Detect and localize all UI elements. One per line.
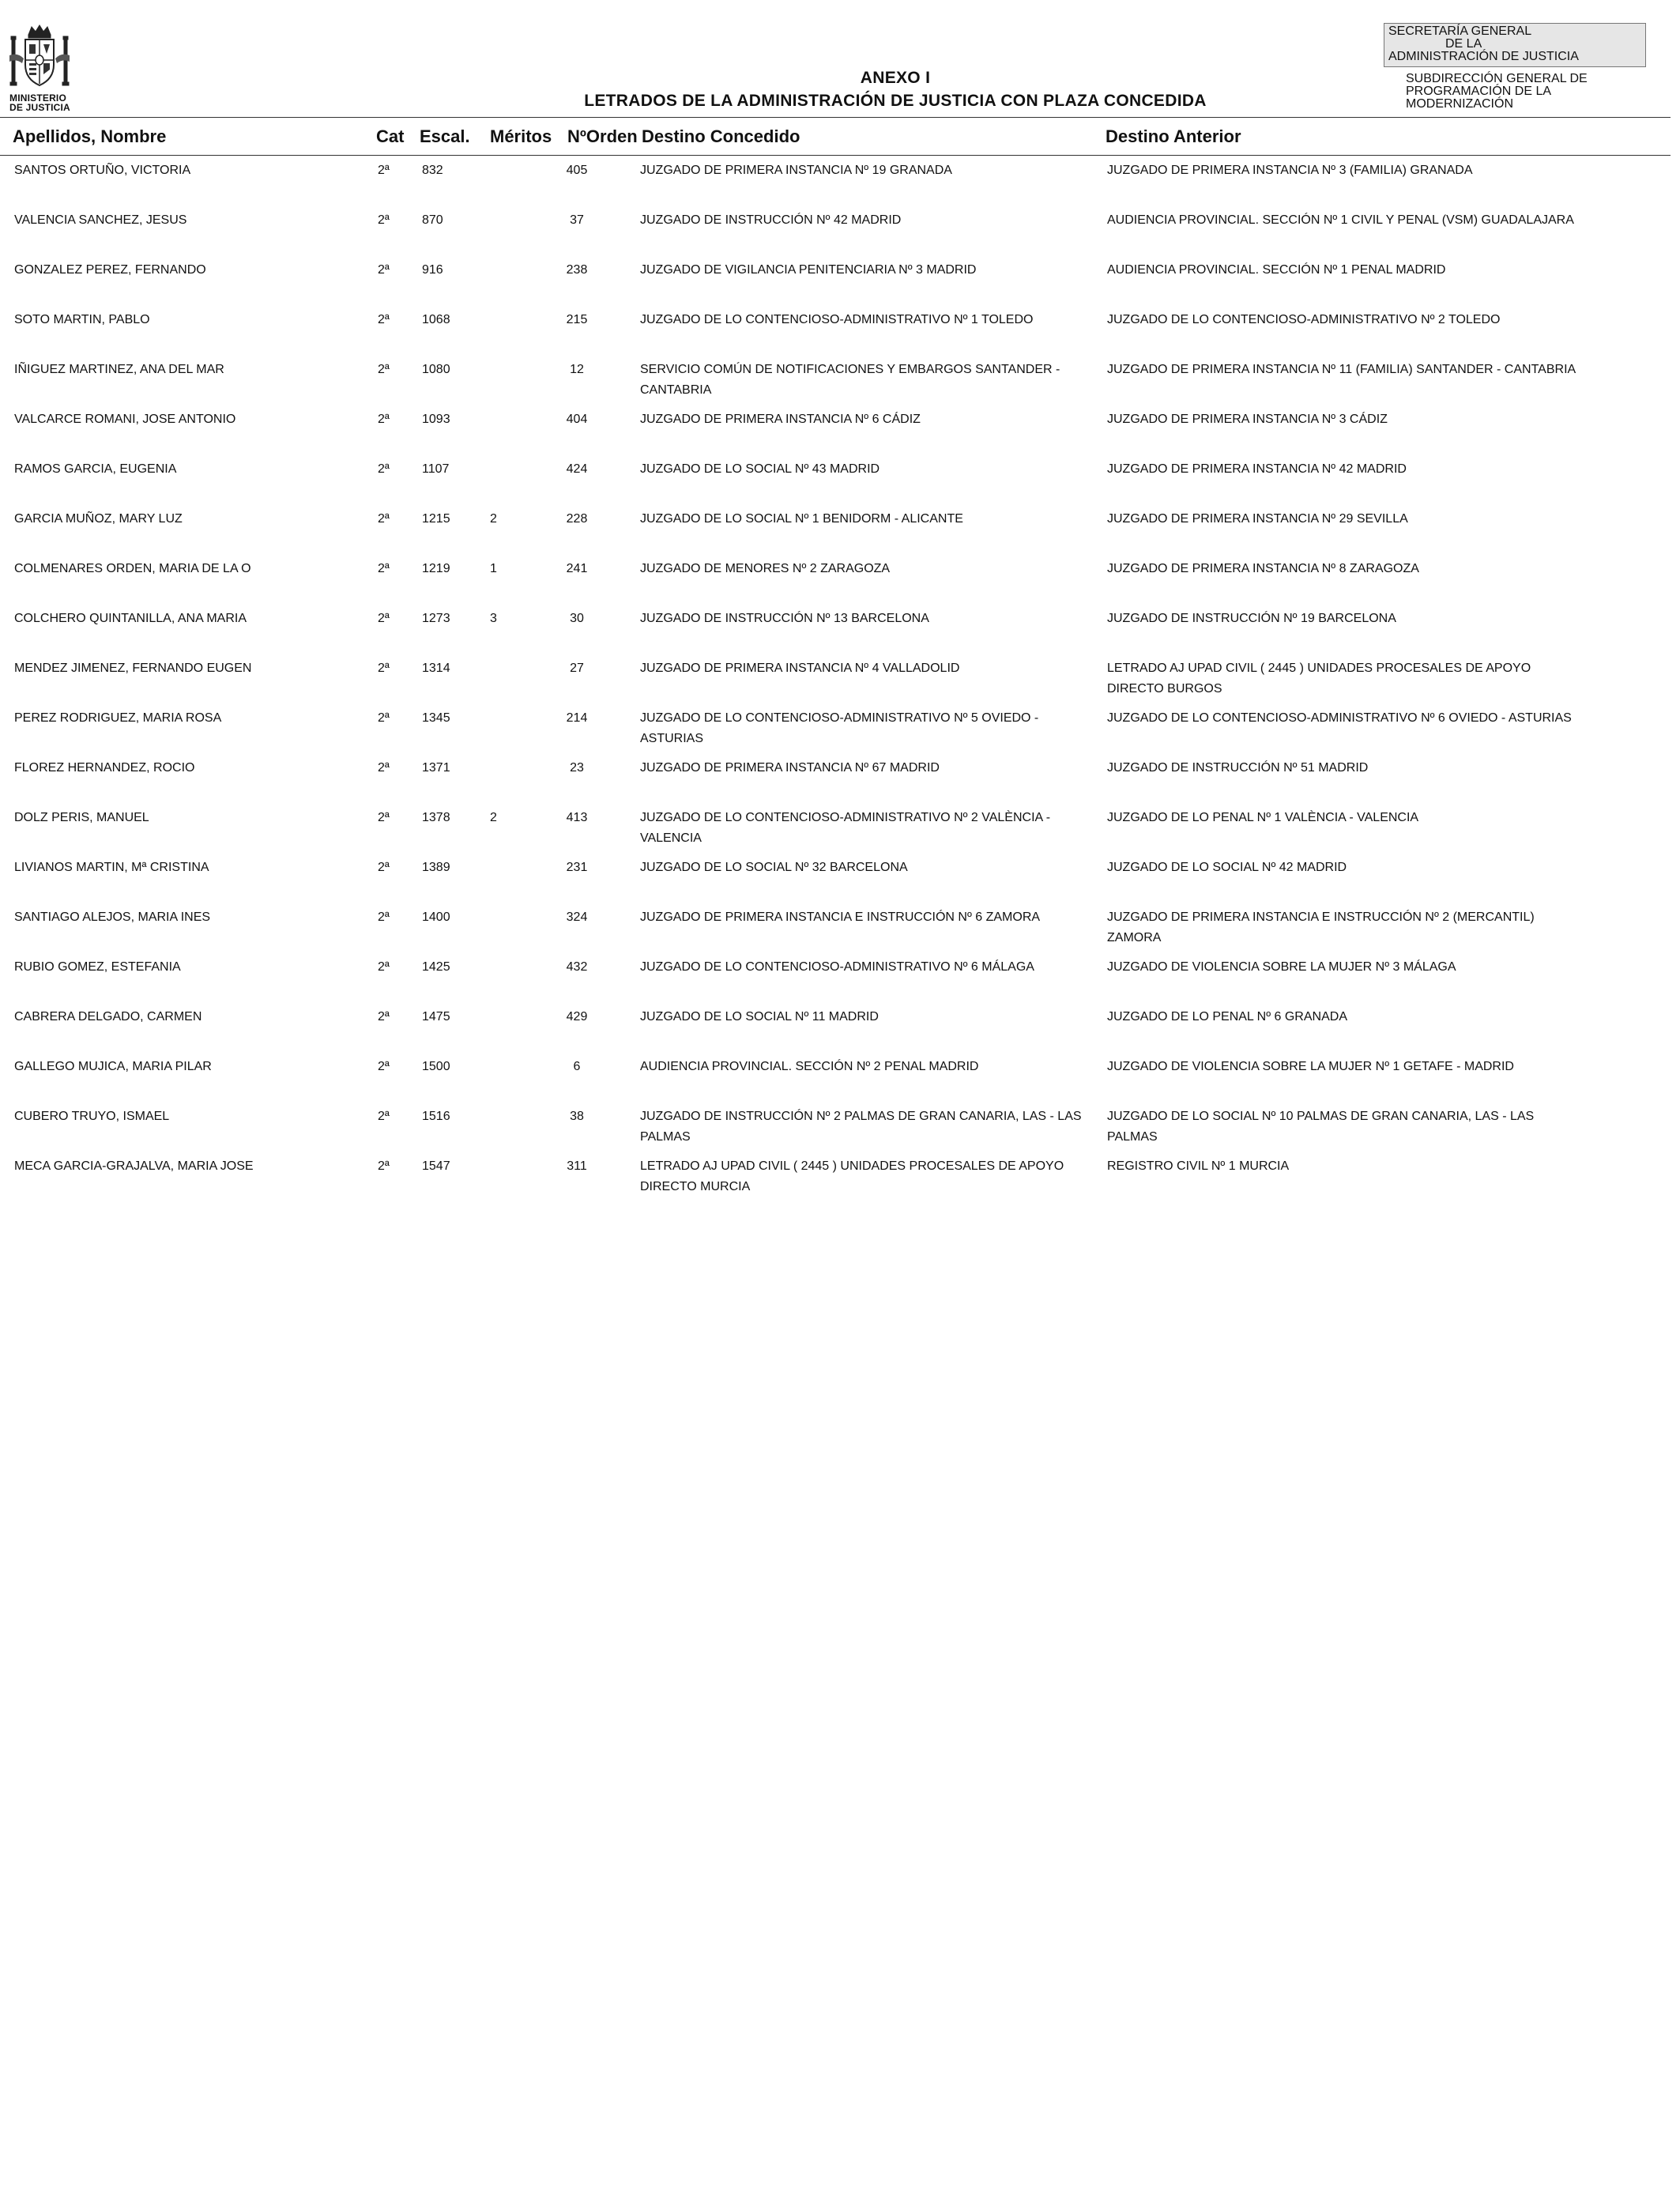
- cell-orden: 238: [566, 263, 588, 277]
- cell-escal: 1400: [422, 910, 450, 924]
- cell-nombre: RUBIO GOMEZ, ESTEFANIA: [14, 960, 181, 974]
- cell-concedido: JUZGADO DE PRIMERA INSTANCIA Nº 19 GRANADA: [640, 164, 952, 177]
- cell-concedido: SERVICIO COMÚN DE NOTIFICACIONES Y EMBARGOS SANTANDER - CANTABRIA: [640, 363, 1060, 397]
- document-title: ANEXO I: [860, 69, 931, 87]
- cell-concedido: JUZGADO DE LO CONTENCIOSO-ADMINISTRATIVO Nº 1 TOLEDO: [640, 313, 1034, 326]
- cell-anterior: JUZGADO DE PRIMERA INSTANCIA Nº 8 ZARAGOZA: [1107, 562, 1419, 575]
- cell-meritos: 2: [490, 811, 497, 824]
- subdireccion-line-1: SUBDIRECCIÓN GENERAL DE: [1406, 72, 1588, 85]
- cell-concedido: JUZGADO DE INSTRUCCIÓN Nº 13 BARCELONA: [640, 612, 929, 625]
- cell-concedido: JUZGADO DE PRIMERA INSTANCIA Nº 4 VALLADOLID: [640, 662, 960, 675]
- column-header-cat: Cat: [376, 126, 405, 146]
- cell-nombre: PEREZ RODRIGUEZ, MARIA ROSA: [14, 711, 222, 725]
- document-subtitle: LETRADOS DE LA ADMINISTRACIÓN DE JUSTICIA CON PLAZA CONCEDIDA: [584, 92, 1207, 110]
- cell-orden: 429: [566, 1010, 588, 1023]
- cell-concedido: JUZGADO DE LO SOCIAL Nº 32 BARCELONA: [640, 861, 908, 874]
- cell-orden: 404: [566, 413, 588, 426]
- cell-orden: 12: [570, 363, 584, 376]
- cell-cat: 2ª: [378, 662, 390, 675]
- cell-concedido: JUZGADO DE LO CONTENCIOSO-ADMINISTRATIVO Nº 2 VALÈNCIA - VALENCIA: [640, 811, 1051, 845]
- cell-anterior: AUDIENCIA PROVINCIAL. SECCIÓN Nº 1 CIVIL Y PENAL (VSM) GUADALAJARA: [1107, 213, 1574, 227]
- cell-escal: 916: [422, 263, 443, 277]
- subdireccion-line-2: PROGRAMACIÓN DE LA: [1406, 85, 1552, 98]
- subdireccion-line-3: MODERNIZACIÓN: [1406, 97, 1513, 111]
- cell-nombre: COLMENARES ORDEN, MARIA DE LA O: [14, 562, 251, 575]
- cell-concedido: JUZGADO DE LO SOCIAL Nº 11 MADRID: [640, 1010, 879, 1023]
- cell-concedido: JUZGADO DE LO SOCIAL Nº 1 BENIDORM - ALICANTE: [640, 512, 963, 526]
- cell-orden: 241: [566, 562, 588, 575]
- cell-nombre: SANTIAGO ALEJOS, MARIA INES: [14, 910, 211, 924]
- cell-anterior: JUZGADO DE LO CONTENCIOSO-ADMINISTRATIVO Nº 2 TOLEDO: [1107, 313, 1501, 326]
- cell-nombre: CABRERA DELGADO, CARMEN: [14, 1010, 202, 1023]
- cell-orden: 231: [566, 861, 588, 874]
- cell-escal: 1475: [422, 1010, 450, 1023]
- cell-nombre: GALLEGO MUJICA, MARIA PILAR: [14, 1060, 212, 1073]
- subdireccion-block: [1406, 73, 1627, 111]
- cell-anterior: JUZGADO DE PRIMERA INSTANCIA Nº 42 MADRID: [1107, 462, 1407, 476]
- cell-anterior: JUZGADO DE LO CONTENCIOSO-ADMINISTRATIVO Nº 6 OVIEDO - ASTURIAS: [1107, 711, 1572, 725]
- cell-nombre: SOTO MARTIN, PABLO: [14, 313, 150, 326]
- cell-anterior: JUZGADO DE PRIMERA INSTANCIA Nº 3 (FAMILIA) GRANADA: [1107, 164, 1473, 177]
- cell-anterior: JUZGADO DE INSTRUCCIÓN Nº 19 BARCELONA: [1107, 612, 1396, 625]
- cell-escal: 1378: [422, 811, 450, 824]
- cell-anterior: JUZGADO DE VIOLENCIA SOBRE LA MUJER Nº 1 GETAFE - MADRID: [1107, 1060, 1514, 1073]
- cell-anterior: JUZGADO DE PRIMERA INSTANCIA Nº 29 SEVILLA: [1107, 512, 1408, 526]
- cell-anterior: JUZGADO DE LO SOCIAL Nº 42 MADRID: [1107, 861, 1347, 874]
- header-bottom-rule: [0, 155, 1671, 156]
- cell-cat: 2ª: [378, 413, 390, 426]
- cell-anterior: JUZGADO DE LO PENAL Nº 6 GRANADA: [1107, 1010, 1347, 1023]
- cell-cat: 2ª: [378, 363, 390, 376]
- cell-escal: 1080: [422, 363, 450, 376]
- cell-anterior: JUZGADO DE PRIMERA INSTANCIA E INSTRUCCIÓN Nº 2 (MERCANTIL) ZAMORA: [1107, 910, 1535, 944]
- cell-escal: 832: [422, 164, 443, 177]
- cell-cat: 2ª: [378, 1159, 390, 1173]
- cell-concedido: JUZGADO DE INSTRUCCIÓN Nº 2 PALMAS DE GRAN CANARIA, LAS - LAS PALMAS: [640, 1110, 1082, 1144]
- cell-escal: 1219: [422, 562, 450, 575]
- cell-orden: 413: [566, 811, 588, 824]
- cell-escal: 1371: [422, 761, 450, 775]
- cell-nombre: MENDEZ JIMENEZ, FERNANDO EUGEN: [14, 662, 252, 675]
- cell-orden: 405: [566, 164, 588, 177]
- cell-orden: 6: [573, 1060, 581, 1073]
- column-header-orden: NºOrden: [567, 126, 638, 146]
- cell-orden: 311: [567, 1159, 587, 1173]
- cell-nombre: FLOREZ HERNANDEZ, ROCIO: [14, 761, 195, 775]
- cell-concedido: JUZGADO DE VIGILANCIA PENITENCIARIA Nº 3 MADRID: [640, 263, 977, 277]
- cell-cat: 2ª: [378, 213, 390, 227]
- cell-escal: 1500: [422, 1060, 450, 1073]
- header-top-rule: [0, 117, 1671, 118]
- cell-cat: 2ª: [378, 512, 390, 526]
- cell-concedido: JUZGADO DE PRIMERA INSTANCIA Nº 6 CÁDIZ: [640, 413, 921, 426]
- cell-orden: 228: [566, 512, 588, 526]
- cell-cat: 2ª: [378, 960, 390, 974]
- cell-orden: 214: [566, 711, 588, 725]
- cell-concedido: JUZGADO DE MENORES Nº 2 ZARAGOZA: [640, 562, 891, 575]
- cell-escal: 1273: [422, 612, 450, 625]
- cell-orden: 27: [570, 662, 584, 675]
- cell-cat: 2ª: [378, 612, 390, 625]
- cell-concedido: JUZGADO DE PRIMERA INSTANCIA Nº 67 MADRID: [640, 761, 940, 775]
- cell-concedido: JUZGADO DE PRIMERA INSTANCIA E INSTRUCCIÓN Nº 6 ZAMORA: [640, 910, 1041, 924]
- cell-cat: 2ª: [378, 1060, 390, 1073]
- cell-nombre: COLCHERO QUINTANILLA, ANA MARIA: [14, 612, 247, 625]
- cell-anterior: JUZGADO DE LO SOCIAL Nº 10 PALMAS DE GRAN CANARIA, LAS - LAS PALMAS: [1107, 1110, 1535, 1144]
- column-header-meritos: Méritos: [490, 126, 552, 146]
- cell-nombre: LIVIANOS MARTIN, Mª CRISTINA: [14, 861, 209, 874]
- cell-escal: 870: [422, 213, 443, 227]
- cell-concedido: JUZGADO DE INSTRUCCIÓN Nº 42 MADRID: [640, 213, 902, 227]
- cell-anterior: JUZGADO DE PRIMERA INSTANCIA Nº 3 CÁDIZ: [1107, 413, 1388, 426]
- column-header-escal: Escal.: [420, 126, 470, 146]
- cell-escal: 1547: [422, 1159, 450, 1173]
- cell-nombre: GONZALEZ PEREZ, FERNANDO: [14, 263, 206, 277]
- cell-cat: 2ª: [378, 861, 390, 874]
- cell-orden: 424: [566, 462, 588, 476]
- cell-anterior: LETRADO AJ UPAD CIVIL ( 2445 ) UNIDADES PROCESALES DE APOYO DIRECTO BURGOS: [1107, 662, 1531, 696]
- cell-nombre: VALENCIA SANCHEZ, JESUS: [14, 213, 187, 227]
- cell-nombre: MECA GARCIA-GRAJALVA, MARIA JOSE: [14, 1159, 254, 1173]
- cell-nombre: VALCARCE ROMANI, JOSE ANTONIO: [14, 413, 236, 426]
- cell-meritos: 2: [490, 512, 497, 526]
- secretaria-line-2: DE LA: [1445, 37, 1482, 51]
- cell-concedido: JUZGADO DE LO CONTENCIOSO-ADMINISTRATIVO Nº 6 MÁLAGA: [640, 960, 1034, 974]
- cell-anterior: REGISTRO CIVIL Nº 1 MURCIA: [1107, 1159, 1290, 1173]
- column-header-nombre: Apellidos, Nombre: [13, 126, 167, 146]
- cell-concedido: AUDIENCIA PROVINCIAL. SECCIÓN Nº 2 PENAL MADRID: [640, 1060, 979, 1073]
- cell-nombre: SANTOS ORTUÑO, VICTORIA: [14, 164, 191, 177]
- cell-orden: 324: [566, 910, 588, 924]
- cell-concedido: LETRADO AJ UPAD CIVIL ( 2445 ) UNIDADES PROCESALES DE APOYO DIRECTO MURCIA: [640, 1159, 1064, 1193]
- cell-escal: 1093: [422, 413, 450, 426]
- logo-line-2: DE JUSTICIA: [9, 102, 70, 113]
- cell-cat: 2ª: [378, 761, 390, 775]
- logo-line-1: MINISTERIO: [9, 92, 67, 104]
- cell-orden: 37: [570, 213, 584, 227]
- cell-cat: 2ª: [378, 910, 390, 924]
- cell-cat: 2ª: [378, 811, 390, 824]
- cell-nombre: GARCIA MUÑOZ, MARY LUZ: [14, 512, 183, 526]
- cell-anterior: JUZGADO DE INSTRUCCIÓN Nº 51 MADRID: [1107, 761, 1369, 775]
- cell-meritos: 3: [490, 612, 497, 625]
- cell-escal: 1215: [422, 512, 450, 526]
- cell-concedido: JUZGADO DE LO SOCIAL Nº 43 MADRID: [640, 462, 880, 476]
- cell-escal: 1068: [422, 313, 450, 326]
- cell-orden: 30: [570, 612, 584, 625]
- cell-cat: 2ª: [378, 711, 390, 725]
- cell-cat: 2ª: [378, 1110, 390, 1123]
- cell-cat: 2ª: [378, 1010, 390, 1023]
- cell-escal: 1425: [422, 960, 450, 974]
- secretaria-general-box: [1384, 23, 1646, 67]
- cell-escal: 1107: [422, 462, 450, 476]
- column-header-anterior: Destino Anterior: [1106, 126, 1241, 146]
- cell-anterior: JUZGADO DE PRIMERA INSTANCIA Nº 11 (FAMILIA) SANTANDER - CANTABRIA: [1107, 363, 1576, 376]
- cell-orden: 23: [570, 761, 584, 775]
- column-header-concedido: Destino Concedido: [642, 126, 800, 146]
- cell-cat: 2ª: [378, 164, 390, 177]
- cell-anterior: JUZGADO DE VIOLENCIA SOBRE LA MUJER Nº 3 MÁLAGA: [1107, 960, 1456, 974]
- cell-nombre: RAMOS GARCIA, EUGENIA: [14, 462, 177, 476]
- cell-nombre: DOLZ PERIS, MANUEL: [14, 811, 149, 824]
- secretaria-line-1: SECRETARÍA GENERAL: [1388, 25, 1532, 38]
- cell-orden: 38: [570, 1110, 584, 1123]
- cell-nombre: IÑIGUEZ MARTINEZ, ANA DEL MAR: [14, 363, 224, 376]
- cell-anterior: AUDIENCIA PROVINCIAL. SECCIÓN Nº 1 PENAL MADRID: [1107, 263, 1446, 277]
- cell-anterior: JUZGADO DE LO PENAL Nº 1 VALÈNCIA - VALENCIA: [1107, 811, 1419, 824]
- cell-cat: 2ª: [378, 263, 390, 277]
- cell-escal: 1516: [422, 1110, 450, 1123]
- cell-escal: 1314: [422, 662, 450, 675]
- cell-orden: 432: [566, 960, 588, 974]
- secretaria-line-3: ADMINISTRACIÓN DE JUSTICIA: [1388, 50, 1579, 63]
- cell-cat: 2ª: [378, 313, 390, 326]
- cell-orden: 215: [566, 313, 588, 326]
- cell-meritos: 1: [490, 562, 497, 575]
- cell-cat: 2ª: [378, 462, 390, 476]
- cell-concedido: JUZGADO DE LO CONTENCIOSO-ADMINISTRATIVO Nº 5 OVIEDO - ASTURIAS: [640, 711, 1039, 745]
- cell-cat: 2ª: [378, 562, 390, 575]
- cell-nombre: CUBERO TRUYO, ISMAEL: [14, 1110, 170, 1123]
- cell-escal: 1345: [422, 711, 450, 725]
- cell-escal: 1389: [422, 861, 450, 874]
